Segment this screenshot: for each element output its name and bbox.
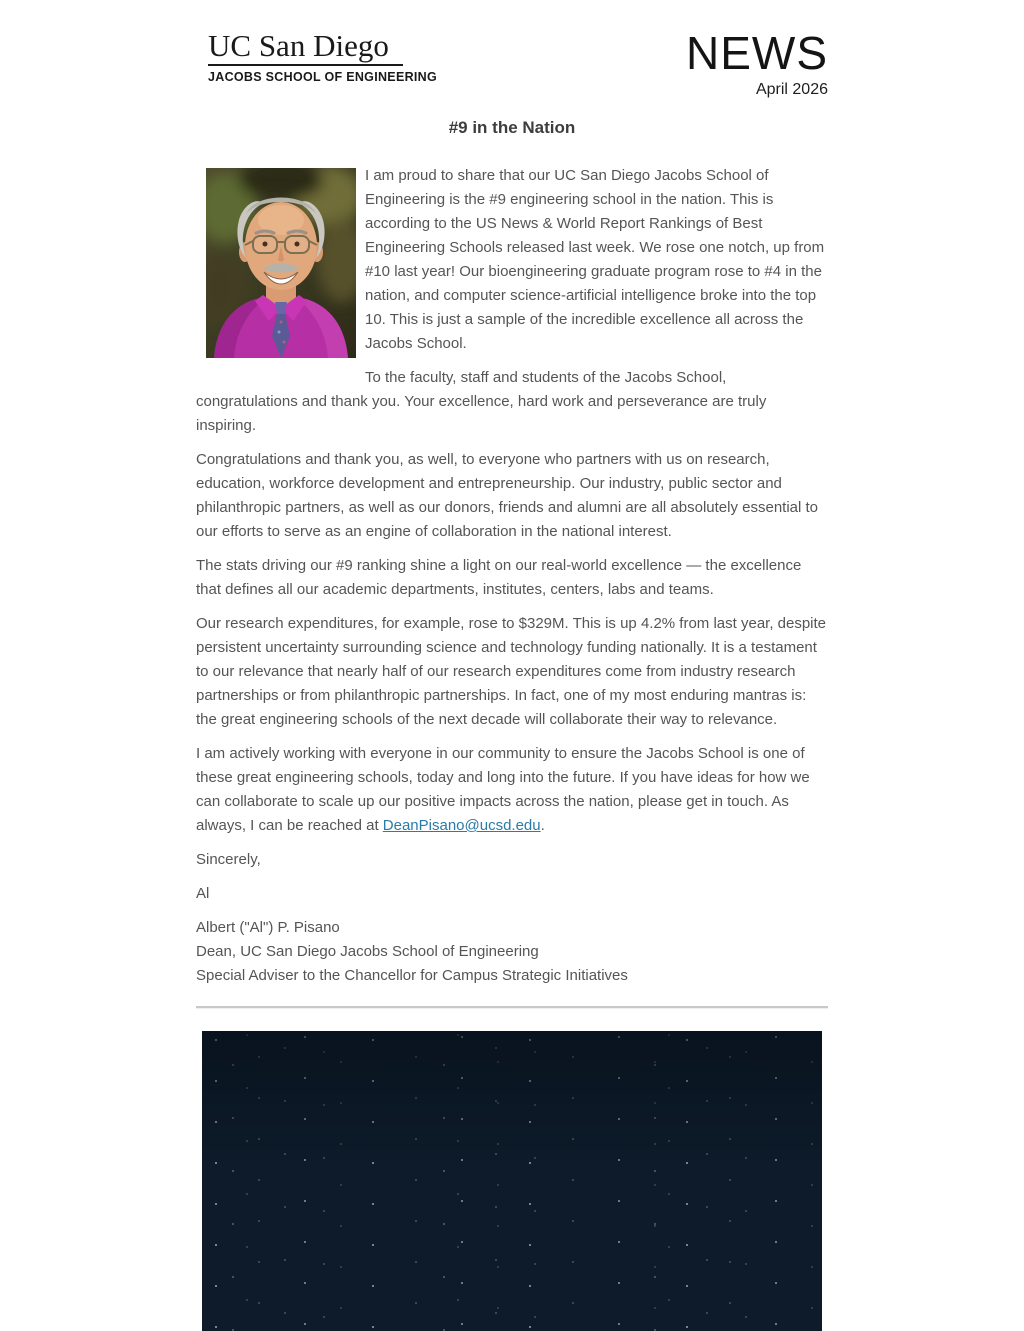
signoff-line: Al [196, 885, 210, 902]
signature-title-dean: Dean, UC San Diego Jacobs School of Engineering [196, 943, 539, 960]
news-title: NEWS [686, 27, 828, 79]
section-divider [196, 1006, 828, 1009]
paragraph-expenditures: Our research expenditures, for example, rose to $329M. This is up 4.2% from last year, despite persistent uncertainty surrounding science and technology funding nationally. It is a testament to our relevance that nearly half of our research expenditures come from industry research partnerships or from philanthropic partnerships. In fact, one of my most enduring mantras is: the great engineering schools of the next decade will collaborate their way to relevance. [196, 615, 827, 728]
paragraph-partners: Congratulations and thank you, as well, to everyone who partners with us on research, education, workforce development and entrepreneurship. Our industry, public sector and philanthropic partners, as well as our donors, friends and alumni are all absolutely essential to our efforts to serve as an engine of collaboration in the national interest. [196, 451, 819, 540]
closing-line: Sincerely, [196, 851, 261, 868]
dean-portrait-photo [206, 168, 356, 358]
signature-title-adviser: Special Adviser to the Chancellor for Campus Strategic Initiatives [196, 967, 628, 984]
ucsd-wordmark: UC San Diego [208, 30, 403, 66]
newsletter-header [196, 0, 828, 102]
dean-email-link[interactable]: DeanPisano@ucsd.edu [382, 817, 541, 834]
signature-name: Albert ("Al") P. Pisano [196, 919, 340, 936]
article-text [196, 164, 828, 988]
paragraph-ranking: I am proud to share that our UC San Diego Jacobs School of Engineering is the #9 engineering school in the nation. This is according to the US News & World Report Rankings of Best Engineering Schools released last week. We rose one notch, up from #10 last year! Our bioengineering graduate program rose to #4 in the nation, and computer science-artificial intelligence broke into the top 10. This is just a sample of the incredible excellence all across the Jacobs School. [365, 167, 825, 352]
contact-text-before: I am actively working with everyone in our community to ensure the Jacobs School is one of these great engineering schools, today and long into the future. If you have ideas for how we can collaborate to scale up our positive impacts across the nation, please get in touch. As always, I can be reached at [196, 745, 810, 834]
issue-date: April 2026 [755, 81, 828, 98]
article-title: #9 in the Nation [448, 118, 576, 137]
news-masthead [686, 27, 828, 99]
paragraph-contact [196, 742, 828, 838]
paragraph-stats: The stats driving our #9 ranking shine a light on our real-world excellence — the excellence that defines all our academic departments, institutes, centers, labs and teams. [196, 557, 802, 598]
newsletter-body [196, 0, 828, 1331]
paragraph-congrats-community: To the faculty, staff and students of the Jacobs School, congratulations and thank you. Your excellence, hard work and perseverance are truly inspiring. [196, 369, 767, 434]
ucsd-jacobs-logo [208, 30, 437, 84]
jacobs-school-label: JACOBS SCHOOL OF ENGINEERING [208, 70, 438, 84]
starry-sky-banner-image[interactable] [202, 1031, 822, 1331]
contact-text-after: . [540, 817, 545, 834]
